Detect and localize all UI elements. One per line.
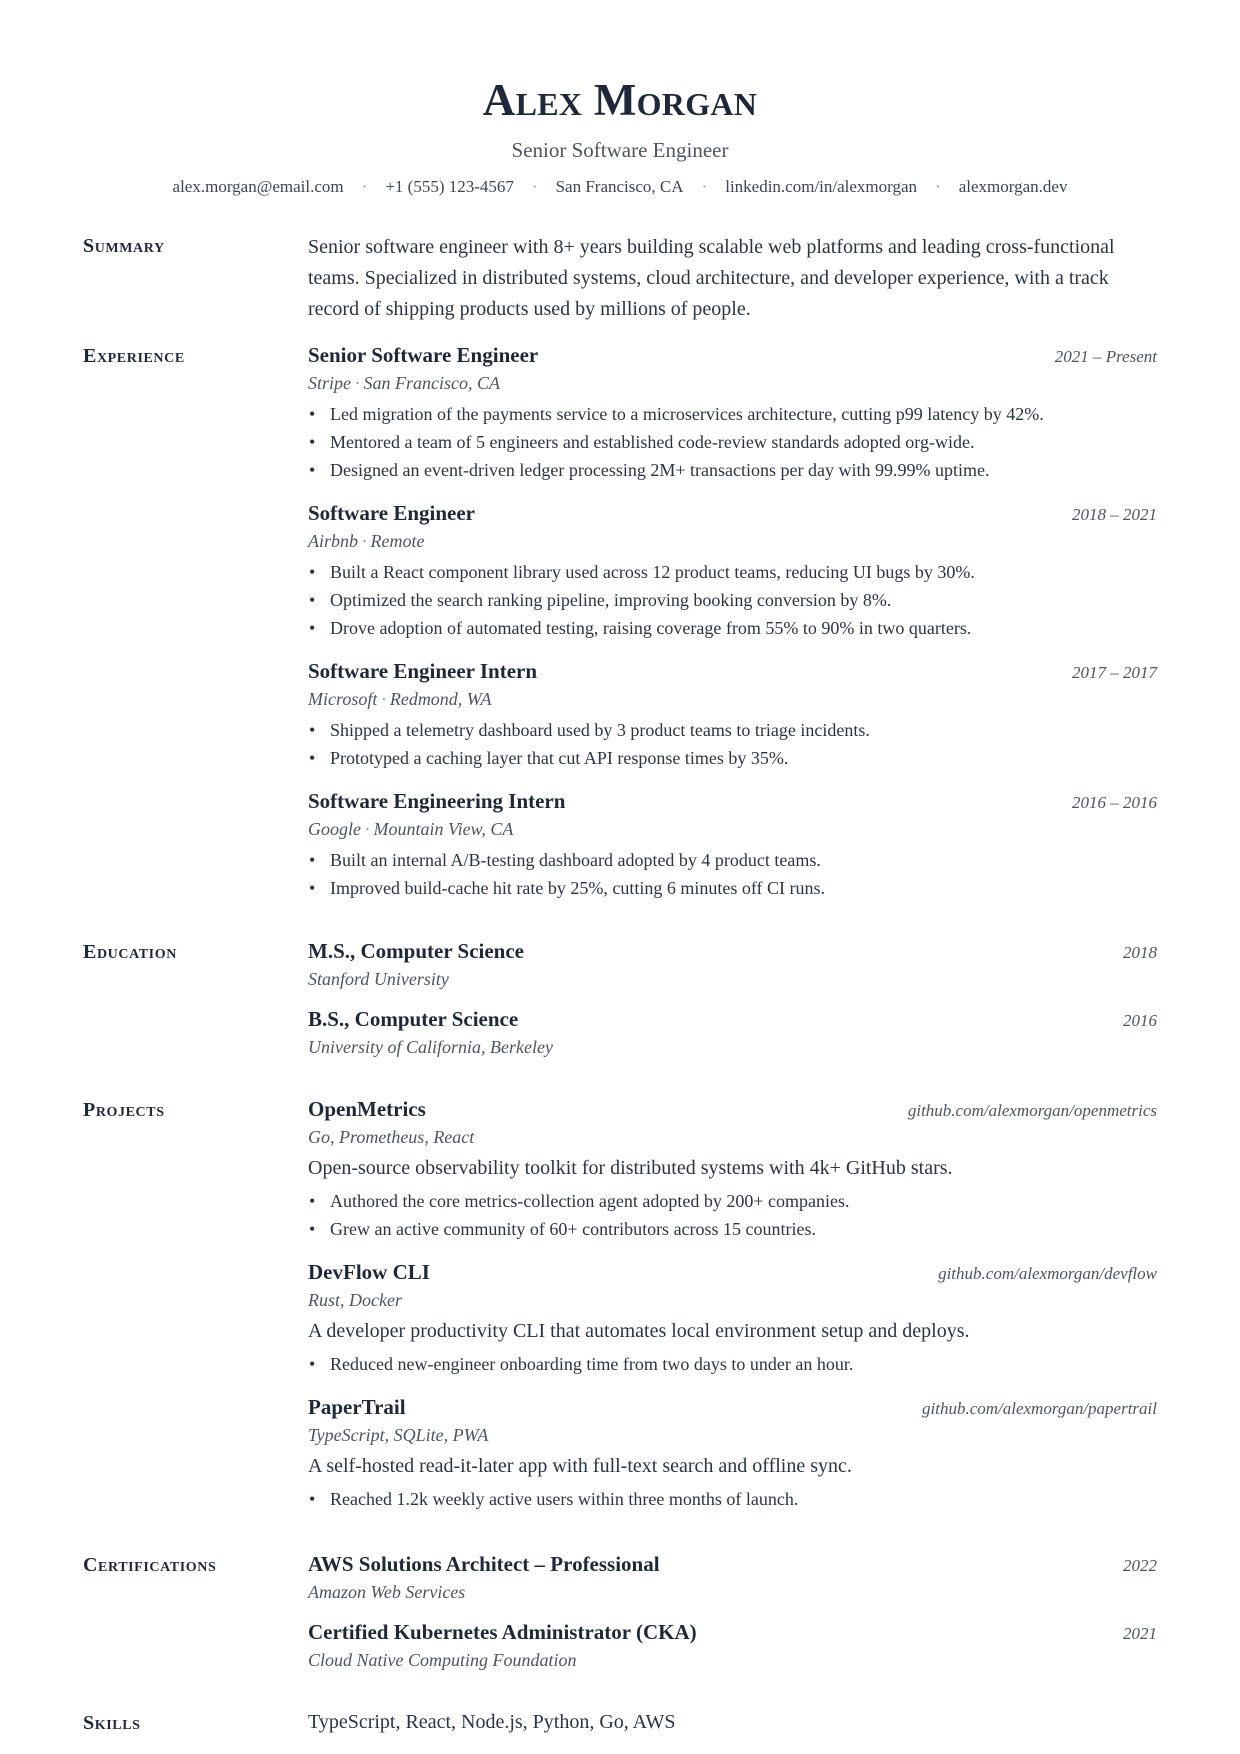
project-entry bbox=[308, 1259, 1157, 1378]
dot-separator: · bbox=[365, 819, 370, 839]
contact-separator: · bbox=[935, 177, 941, 196]
job-title: Software Engineering Intern bbox=[308, 789, 566, 813]
section-label: Summary bbox=[83, 235, 165, 257]
job-location: Remote bbox=[370, 531, 425, 551]
bullet-list bbox=[308, 1350, 1157, 1378]
job-dates: 2018 – 2021 bbox=[1072, 505, 1157, 524]
bullet-item: • Mentored a team of 5 engineers and established code-review standards adopted org-wide. bbox=[308, 428, 1157, 456]
project-link[interactable]: github.com/alexmorgan/openmetrics bbox=[907, 1101, 1157, 1120]
job-company-line bbox=[308, 372, 1157, 394]
certifications-section bbox=[83, 1551, 1157, 1671]
project-name: OpenMetrics bbox=[308, 1097, 426, 1121]
bullet-item: • Designed an event-driven ledger processing 2M+ transactions per day with 99.99% uptime. bbox=[308, 456, 1157, 484]
education-entry bbox=[308, 938, 1157, 990]
job-company: Google bbox=[308, 819, 361, 839]
bullet-item: • Reduced new-engineer onboarding time from two days to under an hour. bbox=[308, 1350, 1157, 1378]
bullet-item: • Improved build-cache hit rate by 25%, cutting 6 minutes off CI runs. bbox=[308, 874, 1157, 902]
experience-section bbox=[83, 342, 1157, 902]
resume-header bbox=[83, 0, 1157, 198]
job-location: Mountain View, CA bbox=[373, 819, 514, 839]
section-label: Certifications bbox=[83, 1554, 217, 1576]
job-company: Stripe bbox=[308, 373, 351, 393]
bullet-item: • Grew an active community of 60+ contributors across 15 countries. bbox=[308, 1215, 1157, 1243]
bullet-item: • Built an internal A/B-testing dashboard adopted by 4 product teams. bbox=[308, 846, 1157, 874]
bullet-item: • Prototyped a caching layer that cut API response times by 35%. bbox=[308, 744, 1157, 772]
job-company-line bbox=[308, 818, 1157, 840]
candidate-name: Alex Morgan bbox=[482, 75, 758, 125]
project-description: A developer productivity CLI that automates local environment setup and deploys. bbox=[308, 1320, 970, 1342]
degree-title: M.S., Computer Science bbox=[308, 939, 524, 963]
skills-section bbox=[83, 1709, 1157, 1735]
certification-year: 2022 bbox=[1123, 1556, 1157, 1575]
bullet-item: • Drove adoption of automated testing, raising coverage from 55% to 90% in two quarters. bbox=[308, 614, 1157, 642]
contact-location: San Francisco, CA bbox=[555, 177, 684, 196]
section-label: Experience bbox=[83, 345, 185, 367]
bullet-item: • Authored the core metrics-collection agent adopted by 200+ companies. bbox=[308, 1187, 1157, 1215]
project-tech: TypeScript, SQLite, PWA bbox=[308, 1425, 489, 1445]
contact-separator: · bbox=[701, 177, 708, 196]
bullet-list bbox=[308, 400, 1157, 484]
job-dates: 2021 – Present bbox=[1054, 347, 1157, 366]
education-entry bbox=[308, 1006, 1157, 1058]
job-dates: 2016 – 2016 bbox=[1072, 793, 1157, 812]
job-title: Senior Software Engineer bbox=[308, 343, 539, 367]
bullet-list bbox=[308, 1187, 1157, 1243]
section-label: Projects bbox=[83, 1099, 165, 1121]
bullet-list bbox=[308, 846, 1157, 902]
project-link[interactable]: github.com/alexmorgan/papertrail bbox=[922, 1399, 1157, 1418]
certification-entry bbox=[308, 1551, 1157, 1603]
school-name: Stanford University bbox=[308, 969, 449, 989]
dot-separator: · bbox=[381, 689, 386, 709]
section-label: Skills bbox=[83, 1712, 141, 1734]
certification-issuer: Amazon Web Services bbox=[308, 1582, 466, 1602]
job-title: Software Engineer Intern bbox=[308, 659, 538, 683]
bullet-item: • Led migration of the payments service to a microservices architecture, cutting p99 latency by 42%. bbox=[308, 400, 1157, 428]
project-name: PaperTrail bbox=[308, 1395, 406, 1419]
bullet-item: • Optimized the search ranking pipeline, improving booking conversion by 8%. bbox=[308, 586, 1157, 614]
bullet-list bbox=[308, 716, 1157, 772]
project-tech: Rust, Docker bbox=[308, 1290, 402, 1310]
job-company-line bbox=[308, 688, 1157, 710]
experience-entry bbox=[308, 500, 1157, 642]
bullet-item: • Built a React component library used across 12 product teams, reducing UI bugs by 30%. bbox=[308, 558, 1157, 586]
summary-section bbox=[83, 232, 1157, 325]
experience-entry bbox=[308, 658, 1157, 772]
contact-separator: · bbox=[531, 177, 538, 196]
job-location: San Francisco, CA bbox=[363, 373, 500, 393]
education-section bbox=[83, 938, 1157, 1058]
bullet-item: • Shipped a telemetry dashboard used by 3 product teams to triage incidents. bbox=[308, 716, 1157, 744]
project-entry bbox=[308, 1394, 1157, 1513]
job-company-line bbox=[308, 530, 1157, 552]
job-location: Redmond, WA bbox=[389, 689, 492, 709]
bullet-item: • Reached 1.2k weekly active users within three months of launch. bbox=[308, 1485, 1157, 1513]
skills-list: TypeScript, React, Node.js, Python, Go, AWS bbox=[308, 1711, 676, 1733]
project-description: Open-source observability toolkit for distributed systems with 4k+ GitHub stars. bbox=[308, 1157, 953, 1179]
job-company: Microsoft bbox=[308, 689, 378, 709]
project-name: DevFlow CLI bbox=[308, 1260, 430, 1284]
projects-section bbox=[83, 1096, 1157, 1513]
job-company: Airbnb bbox=[308, 531, 359, 551]
contact-website[interactable]: alexmorgan.dev bbox=[958, 177, 1068, 196]
job-title: Software Engineer bbox=[308, 501, 476, 525]
contact-separator: · bbox=[361, 177, 368, 196]
dot-separator: · bbox=[362, 531, 367, 551]
job-dates: 2017 – 2017 bbox=[1072, 663, 1157, 682]
summary-text: Senior software engineer with 8+ years building scalable web platforms and leading cross-functional teams. Specialized in distributed systems, cloud architecture, and developer experience, with a track record of shipping products used by millions of people. bbox=[308, 236, 1115, 320]
bullet-list bbox=[308, 1485, 1157, 1513]
project-link[interactable]: github.com/alexmorgan/devflow bbox=[938, 1264, 1157, 1283]
certification-name: AWS Solutions Architect – Professional bbox=[308, 1552, 660, 1576]
degree-title: B.S., Computer Science bbox=[308, 1007, 519, 1031]
school-name: University of California, Berkeley bbox=[308, 1037, 553, 1057]
contact-linkedin[interactable]: linkedin.com/in/alexmorgan bbox=[725, 177, 918, 196]
certification-issuer: Cloud Native Computing Foundation bbox=[308, 1650, 577, 1670]
dot-separator: · bbox=[355, 373, 360, 393]
experience-entry bbox=[308, 342, 1157, 484]
graduation-year: 2016 bbox=[1123, 1011, 1157, 1030]
bullet-list bbox=[308, 558, 1157, 642]
certification-entry bbox=[308, 1619, 1157, 1671]
experience-entry bbox=[308, 788, 1157, 902]
section-label: Education bbox=[83, 941, 177, 963]
candidate-title: Senior Software Engineer bbox=[511, 138, 729, 162]
project-tech: Go, Prometheus, React bbox=[308, 1127, 475, 1147]
certification-name: Certified Kubernetes Administrator (CKA) bbox=[308, 1620, 697, 1644]
contact-phone[interactable]: +1 (555) 123-4567 bbox=[385, 177, 514, 196]
project-description: A self-hosted read-it-later app with full-text search and offline sync. bbox=[308, 1455, 852, 1477]
project-entry bbox=[308, 1096, 1157, 1243]
certification-year: 2021 bbox=[1123, 1624, 1157, 1643]
graduation-year: 2018 bbox=[1123, 943, 1157, 962]
contact-line bbox=[83, 176, 1157, 198]
contact-email[interactable]: alex.morgan@email.com bbox=[172, 177, 344, 196]
